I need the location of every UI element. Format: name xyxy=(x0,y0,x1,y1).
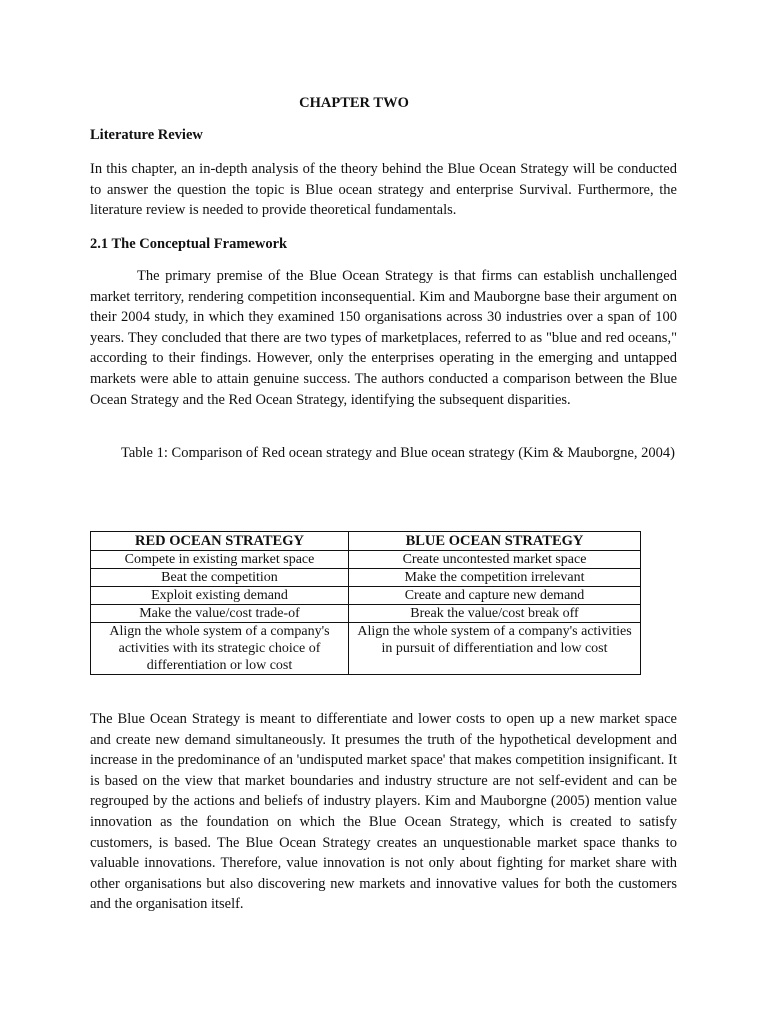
table-header-row xyxy=(91,532,641,551)
section-heading-literature-review: Literature Review xyxy=(90,127,203,143)
table-cell-blue: Align the whole system of a company's activities in pursuit of differentiation and low cost xyxy=(349,623,641,675)
table-cell-red: Beat the competition xyxy=(91,569,349,587)
table-cell-red: Align the whole system of a company's activities with its strategic choice of differentiation or low cost xyxy=(91,623,349,675)
table-cell-red: Make the value/cost trade-of xyxy=(91,605,349,623)
table-cell-blue: Create uncontested market space xyxy=(349,551,641,569)
table-header-red-ocean: RED OCEAN STRATEGY xyxy=(91,532,349,551)
framework-paragraph: The primary premise of the Blue Ocean Strategy is that firms can establish unchallenged market territory, rendering competition inconsequential. Kim and Mauborgne base their argument on their 2004 study, in which they examined 150 organisations across 30 industries over a span of 100 years. They concluded that there are two types of marketplaces, referred to as "blue and red oceans," according to their findings. However, only the enterprises operating in the emerging and untapped markets were able to attain genuine success. The authors conducted a comparison between the Blue Ocean Strategy and the Red Ocean Strategy, identifying the subsequent disparities. xyxy=(90,268,677,408)
table-cell-red: Exploit existing demand xyxy=(91,587,349,605)
table-row xyxy=(91,569,641,587)
table-cell-blue: Create and capture new demand xyxy=(349,587,641,605)
table-row xyxy=(91,587,641,605)
table-row xyxy=(91,551,641,569)
subsection-heading-conceptual-framework: 2.1 The Conceptual Framework xyxy=(90,236,288,252)
table-header-blue-ocean: BLUE OCEAN STRATEGY xyxy=(349,532,641,551)
table-cell-red: Compete in existing market space xyxy=(91,551,349,569)
table-cell-blue: Break the value/cost break off xyxy=(349,605,641,623)
closing-paragraph: The Blue Ocean Strategy is meant to differentiate and lower costs to open up a new market space and create new demand simultaneously. It presumes the truth of the hypothetical development and increase in the predominance of an 'undisputed market space' that makes competition insignificant. It is based on the view that market boundaries and industry structure are not self-evident and can be regrouped by the actions and beliefs of industry players. Kim and Mauborgne (2005) mention value innovation as the foundation on which the Blue Ocean Strategy, which is created to satisfy customers, is based. The Blue Ocean Strategy creates an unquestionable market space thanks to valuable innovations. Therefore, value innovation is not only about fighting for market share with other organisations but also discovering new markets and innovative values for both the customers and the organisation itself. xyxy=(90,711,677,913)
table-row xyxy=(91,623,641,675)
table-caption: Table 1: Comparison of Red ocean strategy and Blue ocean strategy (Kim & Mauborgne, 2004) xyxy=(121,445,676,461)
intro-paragraph: In this chapter, an in-depth analysis of the theory behind the Blue Ocean Strategy will be conducted to answer the question the topic is Blue ocean strategy and enterprise Survival. Furthermore, the literature review is needed to provide theoretical fundamentals. xyxy=(90,161,677,219)
table-row xyxy=(91,605,641,623)
comparison-table xyxy=(90,531,641,675)
chapter-title: CHAPTER TWO xyxy=(299,95,409,111)
table-cell-blue: Make the competition irrelevant xyxy=(349,569,641,587)
